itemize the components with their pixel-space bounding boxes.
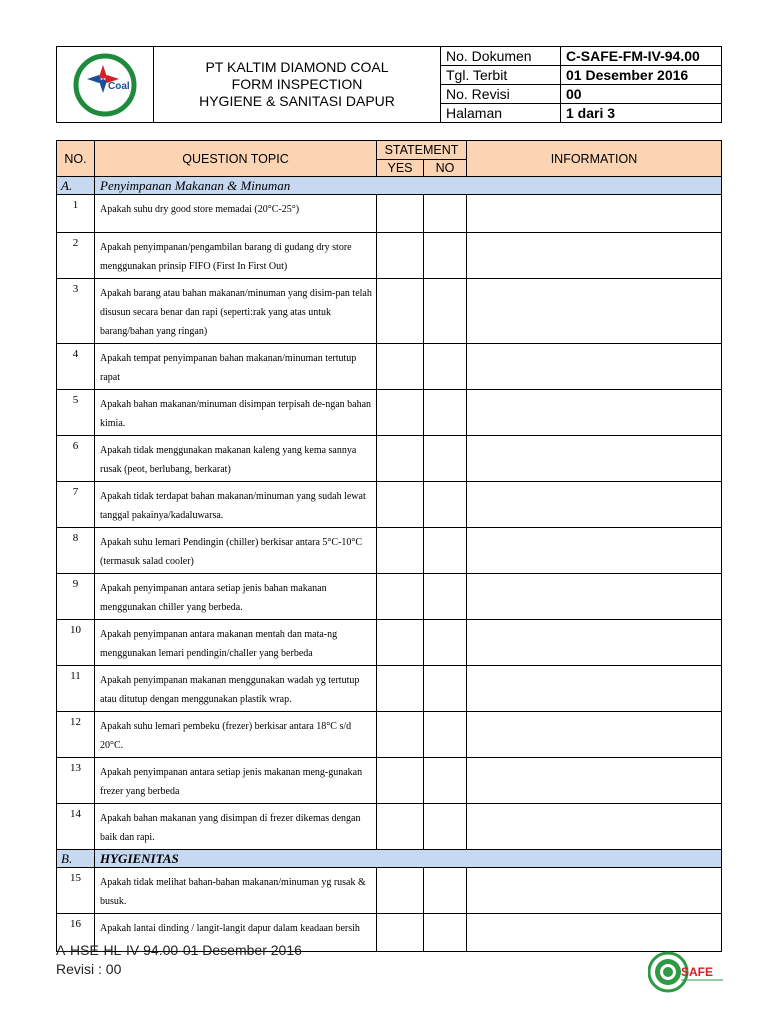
question-number: 6 — [57, 436, 95, 482]
information-cell[interactable] — [467, 666, 722, 712]
answer-no-cell[interactable] — [424, 279, 467, 344]
answer-yes-cell[interactable] — [377, 436, 424, 482]
question-text: Apakah lantai dinding / langit-langit dapur dalam keadaan bersih — [95, 914, 377, 952]
question-text: Apakah penyimpanan antara setiap jenis makanan meng-gunakan frezer yang berbeda — [95, 758, 377, 804]
col-header-information: INFORMATION — [467, 141, 722, 177]
question-row — [57, 279, 722, 344]
field-value: 00 — [561, 85, 722, 104]
answer-no-cell[interactable] — [424, 914, 467, 952]
section-row — [57, 177, 722, 195]
answer-no-cell[interactable] — [424, 390, 467, 436]
question-row — [57, 758, 722, 804]
answer-yes-cell[interactable] — [377, 620, 424, 666]
svg-text:Coal: Coal — [108, 80, 130, 92]
answer-yes-cell[interactable] — [377, 344, 424, 390]
svg-text:SAFE: SAFE — [681, 965, 714, 979]
question-number: 5 — [57, 390, 95, 436]
field-value: 1 dari 3 — [561, 104, 722, 123]
information-cell[interactable] — [467, 620, 722, 666]
answer-no-cell[interactable] — [424, 868, 467, 914]
question-number: 16 — [57, 914, 95, 952]
question-number: 8 — [57, 528, 95, 574]
information-cell[interactable] — [467, 804, 722, 850]
safe-logo-icon — [648, 948, 724, 996]
form-title-cell — [154, 47, 441, 123]
col-header-no: NO. — [57, 141, 95, 177]
field-label: Halaman — [441, 104, 561, 123]
answer-no-cell[interactable] — [424, 233, 467, 279]
answer-yes-cell[interactable] — [377, 390, 424, 436]
question-row — [57, 804, 722, 850]
question-text: Apakah suhu lemari Pendingin (chiller) berkisar antara 5°C-10°C (termasuk salad cooler) — [95, 528, 377, 574]
question-text: Apakah suhu lemari pembeku (frezer) berkisar antara 18°C s/d 20°C. — [95, 712, 377, 758]
question-row — [57, 620, 722, 666]
answer-yes-cell[interactable] — [377, 758, 424, 804]
information-cell[interactable] — [467, 574, 722, 620]
information-cell[interactable] — [467, 914, 722, 952]
answer-yes-cell[interactable] — [377, 195, 424, 233]
information-cell[interactable] — [467, 482, 722, 528]
information-cell[interactable] — [467, 712, 722, 758]
question-number: 11 — [57, 666, 95, 712]
form-title: FORM INSPECTION — [231, 76, 363, 92]
company-name: PT KALTIM DIAMOND COAL — [205, 59, 389, 75]
field-label: No. Dokumen — [441, 47, 561, 66]
question-row — [57, 712, 722, 758]
question-text: Apakah penyimpanan makanan menggunakan wadah yg tertutup atau ditutup dengan menggunakan plastik wrap. — [95, 666, 377, 712]
answer-no-cell[interactable] — [424, 344, 467, 390]
information-cell[interactable] — [467, 436, 722, 482]
section-letter: B. — [57, 850, 95, 868]
question-number: 1 — [57, 195, 95, 233]
information-cell[interactable] — [467, 528, 722, 574]
question-number: 7 — [57, 482, 95, 528]
question-number: 12 — [57, 712, 95, 758]
information-cell[interactable] — [467, 868, 722, 914]
question-text: Apakah bahan makanan yang disimpan di frezer dikemas dengan baik dan rapi. — [95, 804, 377, 850]
answer-yes-cell[interactable] — [377, 666, 424, 712]
information-cell[interactable] — [467, 233, 722, 279]
col-header-yes: YES — [377, 160, 424, 177]
question-text: Apakah barang atau bahan makanan/minuman yang disim-pan telah disusun secara benar dan rapi (seperti:rak yang atas untuk barang/bahan yang ringan) — [95, 279, 377, 344]
question-text: Apakah tidak menggunakan makanan kaleng yang kema sannya rusak (peot, berlubang, berkarat) — [95, 436, 377, 482]
section-row — [57, 850, 722, 868]
question-number: 2 — [57, 233, 95, 279]
section-title: HYGIENITAS — [95, 850, 722, 868]
information-cell[interactable] — [467, 758, 722, 804]
form-subtitle: HYGIENE & SANITASI DAPUR — [199, 93, 395, 109]
question-text: Apakah penyimpanan antara makanan mentah dan mata-ng menggunakan lemari pendingin/challer yang berbeda — [95, 620, 377, 666]
question-number: 3 — [57, 279, 95, 344]
answer-no-cell[interactable] — [424, 574, 467, 620]
kdc-logo-icon — [73, 53, 137, 117]
question-text: Apakah tidak terdapat bahan makanan/minuman yang sudah lewat tanggal pakainya/kadaluwarsa. — [95, 482, 377, 528]
answer-no-cell[interactable] — [424, 620, 467, 666]
answer-yes-cell[interactable] — [377, 574, 424, 620]
answer-no-cell[interactable] — [424, 528, 467, 574]
question-row — [57, 390, 722, 436]
question-number: 14 — [57, 804, 95, 850]
question-row — [57, 666, 722, 712]
question-row — [57, 233, 722, 279]
question-row — [57, 344, 722, 390]
answer-no-cell[interactable] — [424, 758, 467, 804]
document-header — [56, 46, 722, 123]
col-header-no-answer: NO — [424, 160, 467, 177]
question-row — [57, 436, 722, 482]
question-row — [57, 528, 722, 574]
answer-yes-cell[interactable] — [377, 279, 424, 344]
field-label: No. Revisi — [441, 85, 561, 104]
answer-no-cell[interactable] — [424, 195, 467, 233]
field-value: C-SAFE-FM-IV-94.00 — [561, 47, 722, 66]
question-row — [57, 574, 722, 620]
information-cell[interactable] — [467, 344, 722, 390]
question-text: Apakah tempat penyimpanan bahan makanan/minuman tertutup rapat — [95, 344, 377, 390]
footer-revision: Revisi : 00 — [56, 961, 122, 977]
question-row — [57, 482, 722, 528]
company-logo-cell — [57, 47, 154, 123]
question-row — [57, 868, 722, 914]
information-cell[interactable] — [467, 390, 722, 436]
field-label: Tgl. Terbit — [441, 66, 561, 85]
question-row — [57, 195, 722, 233]
answer-no-cell[interactable] — [424, 482, 467, 528]
section-title: Penyimpanan Makanan & Minuman — [95, 177, 722, 195]
question-number: 10 — [57, 620, 95, 666]
answer-yes-cell[interactable] — [377, 482, 424, 528]
inspection-table — [56, 140, 722, 952]
section-letter: A. — [57, 177, 95, 195]
col-header-statement: STATEMENT — [377, 141, 467, 160]
question-number: 13 — [57, 758, 95, 804]
question-number: 15 — [57, 868, 95, 914]
col-header-topic: QUESTION TOPIC — [95, 141, 377, 177]
answer-yes-cell[interactable] — [377, 804, 424, 850]
page-footer — [56, 941, 302, 979]
question-text: Apakah bahan makanan/minuman disimpan terpisah de-ngan bahan kimia. — [95, 390, 377, 436]
answer-yes-cell[interactable] — [377, 712, 424, 758]
answer-yes-cell[interactable] — [377, 528, 424, 574]
answer-yes-cell[interactable] — [377, 914, 424, 952]
information-cell[interactable] — [467, 279, 722, 344]
question-text: Apakah suhu dry good store memadai (20°C-25°) — [95, 195, 377, 233]
answer-yes-cell[interactable] — [377, 233, 424, 279]
field-value: 01 Desember 2016 — [561, 66, 722, 85]
question-number: 4 — [57, 344, 95, 390]
answer-yes-cell[interactable] — [377, 868, 424, 914]
answer-no-cell[interactable] — [424, 666, 467, 712]
question-text: Apakah penyimpanan/pengambilan barang di gudang dry store menggunakan prinsip FIFO (First In First Out) — [95, 233, 377, 279]
question-text: Apakah penyimpanan antara setiap jenis bahan makanan menggunakan chiller yang berbeda. — [95, 574, 377, 620]
answer-no-cell[interactable] — [424, 712, 467, 758]
answer-no-cell[interactable] — [424, 436, 467, 482]
footer-doc-ref: A-HSE-HL-IV-94.00-01 Desember 2016 — [56, 942, 302, 958]
information-cell[interactable] — [467, 195, 722, 233]
answer-no-cell[interactable] — [424, 804, 467, 850]
question-number: 9 — [57, 574, 95, 620]
question-text: Apakah tidak melihat bahan-bahan makanan/minuman yg rusak & busuk. — [95, 868, 377, 914]
